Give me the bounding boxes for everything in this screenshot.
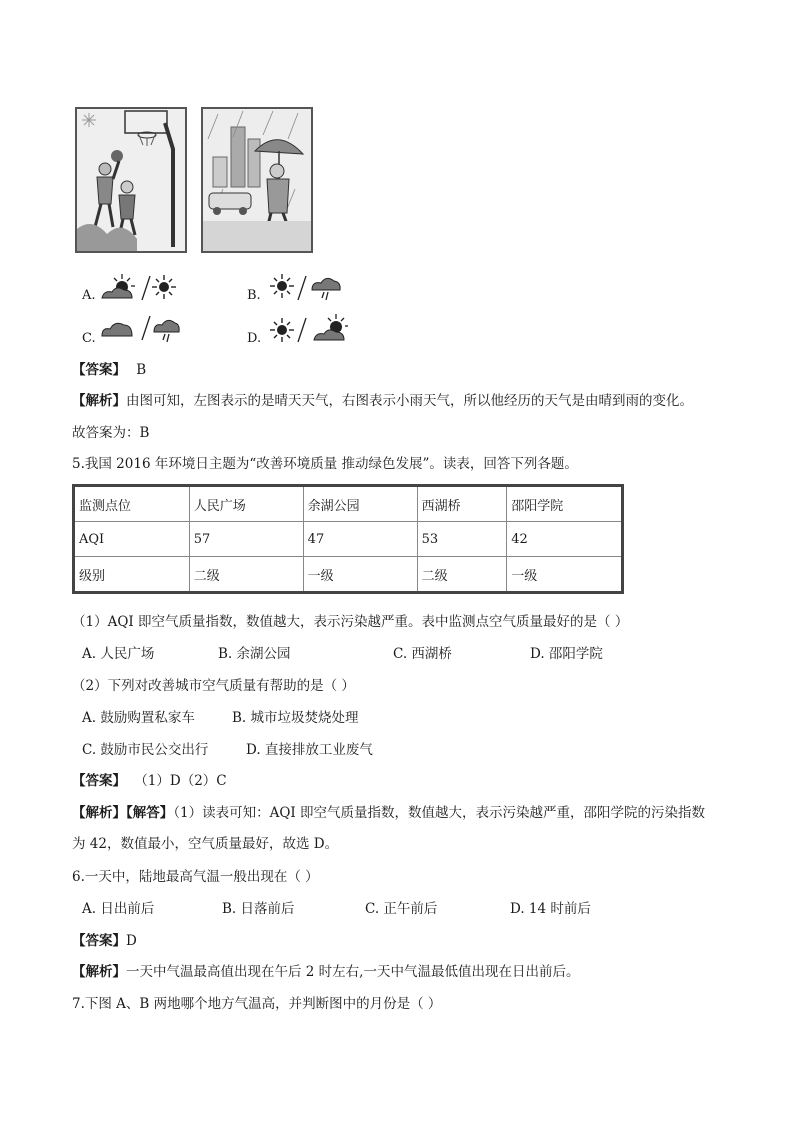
answer-value: （1）D（2）C [134, 773, 227, 789]
option-d-weather-icons [266, 312, 348, 346]
q5-sub2-stem: （2）下列对改善城市空气质量有帮助的是（ ） [72, 678, 355, 694]
table-cell: 47 [303, 522, 417, 557]
analysis-tag: 【解析】 [72, 964, 126, 980]
q5-answer [72, 769, 227, 789]
rainy-city-illustration [203, 109, 311, 251]
q5-sub2-option-b: B. 城市垃圾焚烧处理 [232, 710, 359, 726]
basketball-sunny-picture [75, 107, 187, 253]
q4-final-answer: 故答案为：B [72, 425, 150, 441]
table-row [74, 522, 623, 557]
q5-stem: 5.我国 2016 年环境日主题为“改善环境质量 推动绿色发展”。读表，回答下列各题。 [72, 456, 578, 472]
table-row [74, 486, 623, 522]
q6-option-c: C. 正午前后 [365, 901, 438, 917]
sun-icon [270, 318, 294, 342]
q5-sub1-option-c: C. 西湖桥 [393, 646, 452, 662]
q5-sub1-stem: （1）AQI 即空气质量指数，数值越大，表示污染越严重。表中监测点空气质量最好的是（ ） [72, 614, 629, 630]
table-cell: 一级 [507, 557, 623, 593]
analysis-text: 由图可知，左图表示的是晴天天气，右图表示小雨天气，所以他经历的天气是由晴到雨的变化。 [126, 393, 693, 409]
q6-analysis [72, 960, 579, 980]
q6-option-a: A. 日出前后 [82, 901, 155, 917]
analysis-text: （1）读表可知：AQI 即空气质量指数，数值越大，表示污染越严重，邵阳学院的污染指数 [173, 805, 706, 821]
table-cell: 西湖桥 [417, 486, 507, 522]
option-a-label: A. [82, 288, 96, 303]
sun-icon [270, 274, 294, 298]
q4-analysis [72, 389, 693, 409]
partly-cloudy-sun-icon [314, 314, 348, 340]
table-row [74, 557, 623, 593]
table-cell: 53 [417, 522, 507, 557]
q5-sub1-option-d: D. 邵阳学院 [530, 646, 603, 662]
rain-cloud-icon [154, 320, 179, 342]
q5-sub1-option-a: A. 人民广场 [82, 646, 155, 662]
analysis-text: 一天中气温最高值出现在午后 2 时左右,一天中气温最低值出现在日出前后。 [126, 964, 580, 980]
q5-analysis-line-1 [72, 801, 705, 821]
table-cell: 人民广场 [189, 486, 303, 522]
option-a-weather-icons [100, 272, 180, 304]
answer-tag: 【答案】 [72, 362, 126, 378]
aqi-table [72, 484, 624, 594]
q6-option-d: D. 14 时前后 [510, 901, 591, 917]
table-cell: 42 [507, 522, 623, 557]
q5-sub2-option-c: C. 鼓励市民公交出行 [82, 742, 209, 758]
analysis-tag: 【解析】 [72, 393, 126, 409]
option-b-label: B. [247, 288, 261, 303]
table-cell: 监测点位 [74, 486, 190, 522]
option-b-weather-icons [266, 272, 342, 304]
table-cell: 邵阳学院 [507, 486, 623, 522]
table-cell: 一级 [303, 557, 417, 593]
q6-stem: 6.一天中，陆地最高气温一般出现在（ ） [72, 869, 319, 885]
table-cell: 级别 [74, 557, 190, 593]
table-cell: 余湖公园 [303, 486, 417, 522]
table-cell: AQI [74, 522, 190, 557]
option-d-label: D. [247, 331, 262, 346]
q7-stem: 7.下图 A、B 两地哪个地方气温高，并判断图中的月份是（ ） [72, 996, 442, 1012]
table-cell: 二级 [189, 557, 303, 593]
cloud-icon [102, 323, 132, 336]
sun-icon [152, 275, 176, 299]
answer-value: B [136, 362, 147, 378]
option-c-label: C. [82, 331, 96, 346]
table-cell: 二级 [417, 557, 507, 593]
q4-answer [72, 358, 146, 378]
partly-cloudy-sun-icon [102, 274, 135, 298]
answer-tag: 【答案】 [72, 933, 126, 949]
q5-sub2-option-d: D. 直接排放工业废气 [246, 742, 373, 758]
rain-city-picture [201, 107, 313, 253]
q5-sub1-option-b: B. 余湖公园 [218, 646, 291, 662]
q6-option-b: B. 日落前后 [222, 901, 295, 917]
q6-answer [72, 929, 137, 949]
option-c-weather-icons [100, 312, 180, 346]
basketball-scene-illustration [77, 109, 185, 251]
q5-sub2-option-a: A. 鼓励购置私家车 [82, 710, 195, 726]
analysis-tag: 【解析】【解答】 [72, 805, 174, 821]
answer-value: D [126, 933, 137, 949]
rain-cloud-icon [312, 278, 340, 300]
table-cell: 57 [189, 522, 303, 557]
answer-tag: 【答案】 [72, 773, 126, 789]
q5-analysis-line-2: 为 42，数值最小，空气质量最好，故选 D。 [72, 836, 339, 852]
